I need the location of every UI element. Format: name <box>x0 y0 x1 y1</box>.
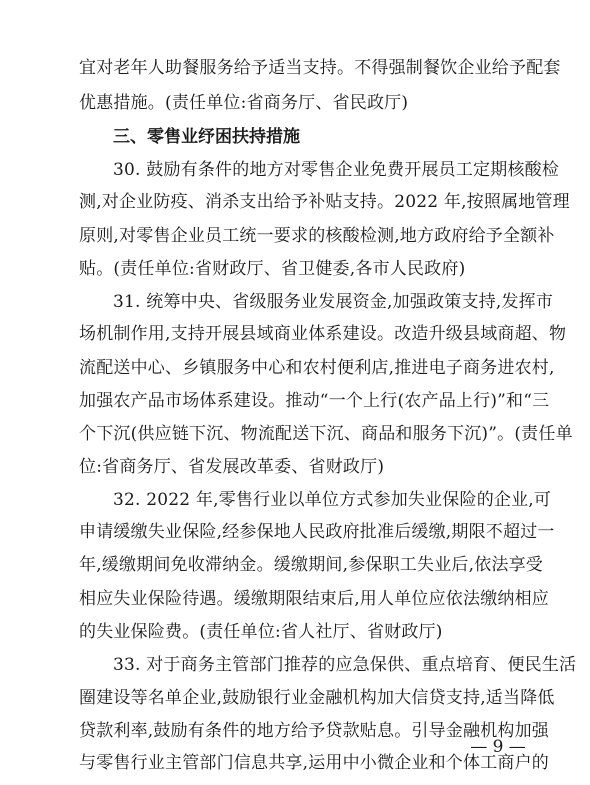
body-line: 与零售行业主管部门信息共享,运用中小微企业和个体工商户的 <box>79 753 550 773</box>
body-line: 贷款利率,鼓励有条件的地方给予贷款贴息。引导金融机构加强 <box>79 721 550 741</box>
body-line: 个下沉(供应链下沉、物流配送下沉、商品和服务下沉)”。(责任单 <box>79 424 573 444</box>
body-line: 优惠措施。(责任单位:省商务厅、省民政厅) <box>79 93 409 113</box>
body-line: 流配送中心、乡镇服务中心和农村便利店,推进电子商务进农村, <box>79 358 555 378</box>
paragraph-first-line: 31. 统筹中央、省级服务业发展资金,加强政策支持,发挥市 <box>113 292 554 312</box>
page-number: — 9 — <box>470 737 526 757</box>
body-line: 的失业保险费。(责任单位:省人社厅、省财政厅) <box>79 622 443 642</box>
body-line: 场机制作用,支持开展县域商业体系建设。改造升级县域商超、物 <box>79 324 567 344</box>
body-line: 原则,对零售企业员工统一要求的核酸检测,地方政府给予全额补 <box>79 226 555 246</box>
paragraph-first-line: 30. 鼓励有条件的地方对零售企业免费开展员工定期核酸检 <box>113 160 560 180</box>
paragraph-first-line: 32. 2022 年,零售行业以单位方式参加失业保险的企业,可 <box>113 490 552 510</box>
body-line: 宜对老年人助餐服务给予适当支持。不得强制餐饮企业给予配套 <box>79 58 561 78</box>
paragraph-first-line: 33. 对于商务主管部门推荐的应急保供、重点培育、便民生活 <box>113 655 577 675</box>
body-line: 相应失业保险待遇。缓缴期限结束后,用人单位应依法缴纳相应 <box>79 589 550 609</box>
body-line: 位:省商务厅、省发展改革委、省财政厅) <box>79 457 385 477</box>
body-line: 加强农产品市场体系建设。推动“一个上行(农产品上行)”和“三 <box>79 391 550 411</box>
body-line: 圈建设等名单企业,鼓励银行业金融机构加大信贷支持,适当降低 <box>79 688 555 708</box>
body-line: 贴。(责任单位:省财政厅、省卫健委,各市人民政府) <box>79 259 466 279</box>
body-line: 年,缓缴期间免收滞纳金。缓缴期间,参保职工失业后,依法享受 <box>79 555 544 575</box>
body-line: 申请缓缴失业保险,经参保地人民政府批准后缓缴,期限不超过一 <box>79 522 555 542</box>
section-heading: 三、零售业纾困扶持措施 <box>113 127 300 147</box>
body-line: 测,对企业防疫、消杀支出给予补贴支持。2022 年,按照属地管理 <box>79 192 570 212</box>
